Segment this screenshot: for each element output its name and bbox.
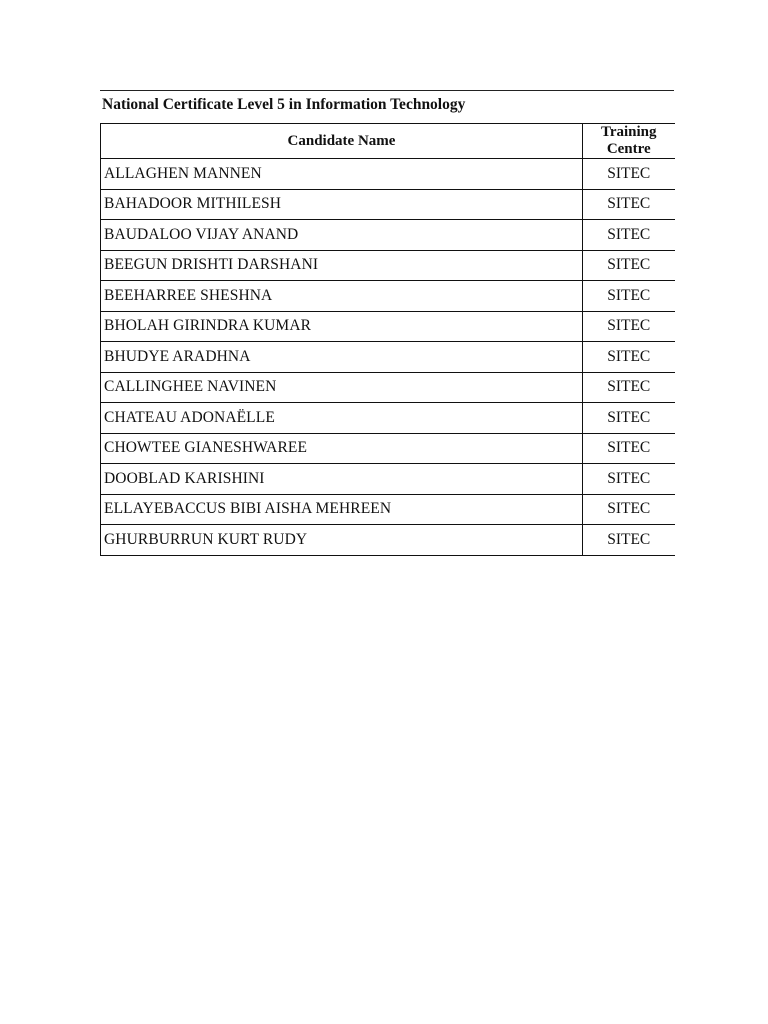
training-centre-cell: SITEC	[583, 342, 675, 373]
table-row	[101, 220, 675, 251]
training-centre-cell: SITEC	[583, 372, 675, 403]
table-row	[101, 403, 675, 434]
table-header-row	[101, 124, 675, 159]
candidate-name-cell: BHUDYE ARADHNA	[101, 342, 583, 373]
candidate-name-cell: CHATEAU ADONAËLLE	[101, 403, 583, 434]
training-centre-cell: SITEC	[583, 433, 675, 464]
training-centre-cell: SITEC	[583, 189, 675, 220]
candidate-name-cell: BAHADOOR MITHILESH	[101, 189, 583, 220]
candidate-name-cell: ELLAYEBACCUS BIBI AISHA MEHREEN	[101, 494, 583, 525]
table-row	[101, 494, 675, 525]
table-row	[101, 250, 675, 281]
candidate-name-cell: BHOLAH GIRINDRA KUMAR	[101, 311, 583, 342]
table-row	[101, 464, 675, 495]
header-training-centre: Training Centre	[583, 124, 675, 159]
training-centre-cell: SITEC	[583, 220, 675, 251]
training-centre-cell: SITEC	[583, 494, 675, 525]
training-centre-cell: SITEC	[583, 250, 675, 281]
candidates-table	[100, 123, 675, 556]
table-row	[101, 189, 675, 220]
training-centre-cell: SITEC	[583, 464, 675, 495]
table-body	[101, 159, 675, 556]
table-row	[101, 433, 675, 464]
training-centre-cell: SITEC	[583, 403, 675, 434]
candidate-name-cell: BEEHARREE SHESHNA	[101, 281, 583, 312]
training-centre-cell: SITEC	[583, 159, 675, 190]
table-row	[101, 159, 675, 190]
table-row	[101, 311, 675, 342]
table-row	[101, 525, 675, 556]
document-title: National Certificate Level 5 in Information Technology	[102, 96, 466, 113]
table-row	[101, 342, 675, 373]
training-centre-cell: SITEC	[583, 281, 675, 312]
training-centre-cell: SITEC	[583, 311, 675, 342]
title-row	[100, 90, 674, 123]
document-page	[100, 90, 674, 556]
candidate-name-cell: GHURBURRUN KURT RUDY	[101, 525, 583, 556]
candidate-name-cell: DOOBLAD KARISHINI	[101, 464, 583, 495]
candidate-name-cell: CALLINGHEE NAVINEN	[101, 372, 583, 403]
candidate-name-cell: ALLAGHEN MANNEN	[101, 159, 583, 190]
table-row	[101, 372, 675, 403]
candidate-name-cell: CHOWTEE GIANESHWAREE	[101, 433, 583, 464]
table-row	[101, 281, 675, 312]
candidate-name-cell: BEEGUN DRISHTI DARSHANI	[101, 250, 583, 281]
header-candidate-name: Candidate Name	[101, 124, 583, 159]
candidate-name-cell: BAUDALOO VIJAY ANAND	[101, 220, 583, 251]
training-centre-cell: SITEC	[583, 525, 675, 556]
